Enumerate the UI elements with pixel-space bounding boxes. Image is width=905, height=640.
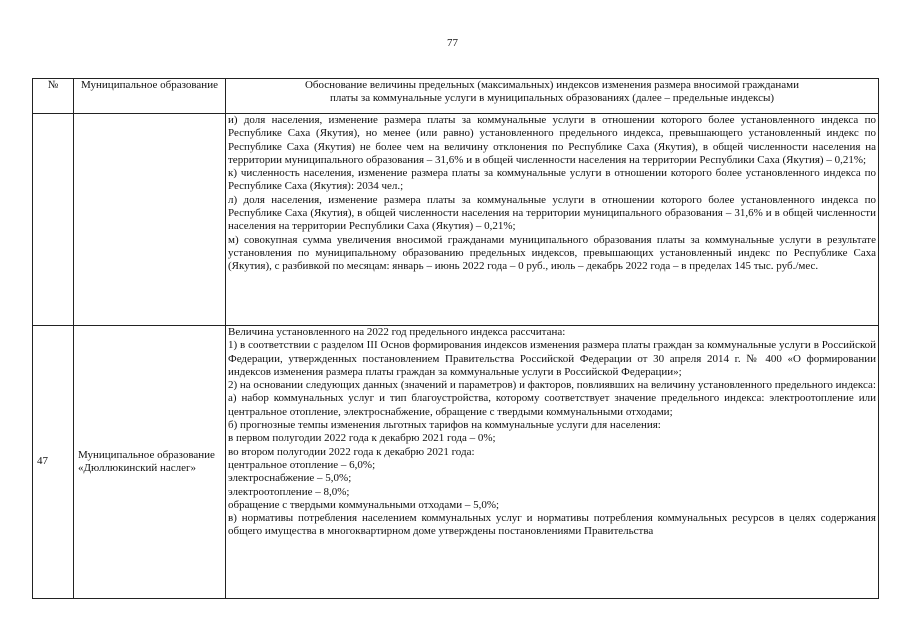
paragraph: электроснабжение – 5,0%; bbox=[228, 472, 352, 485]
table-row bbox=[33, 326, 879, 599]
page-number: 77 bbox=[447, 37, 458, 49]
paragraph: 1) в соответствии с разделом III Основ формирования индексов изменения размера платы граждан за коммунальные услуги в Российской Федерации, утвержденных постановлением Правительства Российской Федерации от 30 апреля 2014 г. № 400 «О формировании индексов изменения размера платы граждан за коммунальные услуги в Российской Федерации»; bbox=[228, 339, 876, 378]
header-justification-line2: платы за коммунальные услуги в муниципальных образованиях (далее – предельные индексы) bbox=[329, 92, 775, 105]
paragraph: и) доля населения, изменение размера платы за коммунальные услуги в отношении которого более установленного индекса по Республике Саха (Якутия), но менее (или равно) установленного предельного индекса, превышающего установленный индекс по Республике Саха (Якутия) не более чем на величину отклонения по Республике Саха (Якутия), в общей численности населения на территории муниципального образования – 31,6% и в общей численности населения на территории Республики Саха (Якутия) – 0,21%; bbox=[228, 114, 876, 166]
table-header-row bbox=[33, 79, 879, 114]
table-row bbox=[33, 114, 879, 326]
header-num: № bbox=[33, 79, 74, 114]
paragraph: б) прогнозные темпы изменения льготных тарифов на коммунальные услуги для населения: bbox=[228, 419, 661, 432]
paragraph: центральное отопление – 6,0%; bbox=[228, 458, 376, 471]
header-justification-line1: Обоснование величины предельных (максимальных) индексов изменения размера вносимой гражданами bbox=[304, 79, 799, 91]
paragraph: в первом полугодии 2022 года к декабрю 2021 года – 0%; bbox=[228, 432, 496, 445]
row-continued-municipality bbox=[74, 114, 226, 326]
paragraph: обращение с твердыми коммунальными отходами – 5,0%; bbox=[228, 498, 500, 511]
row-47-num: 47 bbox=[33, 326, 74, 599]
paragraph: м) совокупная сумма увеличения вносимой гражданами муниципального образования платы за коммунальные услуги в результате установления по муниципальному образованию предельных индексов, превышающих установленный индекс по Республике Саха (Якутия), с разбивкой по месяцам: январь – июнь 2022 года – 0 руб., июль – декабрь 2022 года – в пределах 145 тыс. руб./мес. bbox=[228, 233, 876, 273]
paragraph: в) нормативы потребления населением коммунальных услуг и нормативы потребления коммунальных ресурсов в целях содержания общего имущества в многоквартирном доме утверждены постановлениями Правительства bbox=[228, 512, 876, 538]
row-47-text bbox=[226, 326, 879, 599]
paragraph: л) доля населения, изменение размера платы за коммунальные услуги в отношении которого более установленного индекса по Республике Саха (Якутия), в общей численности населения на территории муниципального образования – 31,6% и в общей численности населения на территории Республики Саха (Якутия) – 0,21%; bbox=[228, 193, 876, 233]
paragraph: к) численность населения, изменение размера платы за коммунальные услуги в отношении которого более установленного индекса по Республике Саха (Якутия): 2034 чел.; bbox=[228, 167, 876, 193]
row-47-municipality: Муниципальное образование «Дюллюкинский наслег» bbox=[74, 326, 226, 599]
paragraph: электроотопление – 8,0%; bbox=[228, 485, 350, 498]
header-justification bbox=[226, 79, 879, 114]
row-continued-num bbox=[33, 114, 74, 326]
paragraph: Величина установленного на 2022 год предельного индекса рассчитана: bbox=[228, 326, 566, 338]
paragraph: а) набор коммунальных услуг и тип благоустройства, которому соответствует значение предельного индекса: электроотопление или центральное отопление, электроснабжение, обращение с твердыми коммунальными отходами; bbox=[228, 392, 876, 418]
paragraph: 2) на основании следующих данных (значений и параметров) и факторов, повлиявших на величину установленного предельного индекса: bbox=[228, 379, 876, 392]
indices-table bbox=[32, 78, 879, 599]
row-continued-text bbox=[226, 114, 879, 326]
paragraph: во втором полугодии 2022 года к декабрю 2021 года: bbox=[228, 445, 475, 458]
header-municipality: Муниципальное образование bbox=[74, 79, 226, 114]
